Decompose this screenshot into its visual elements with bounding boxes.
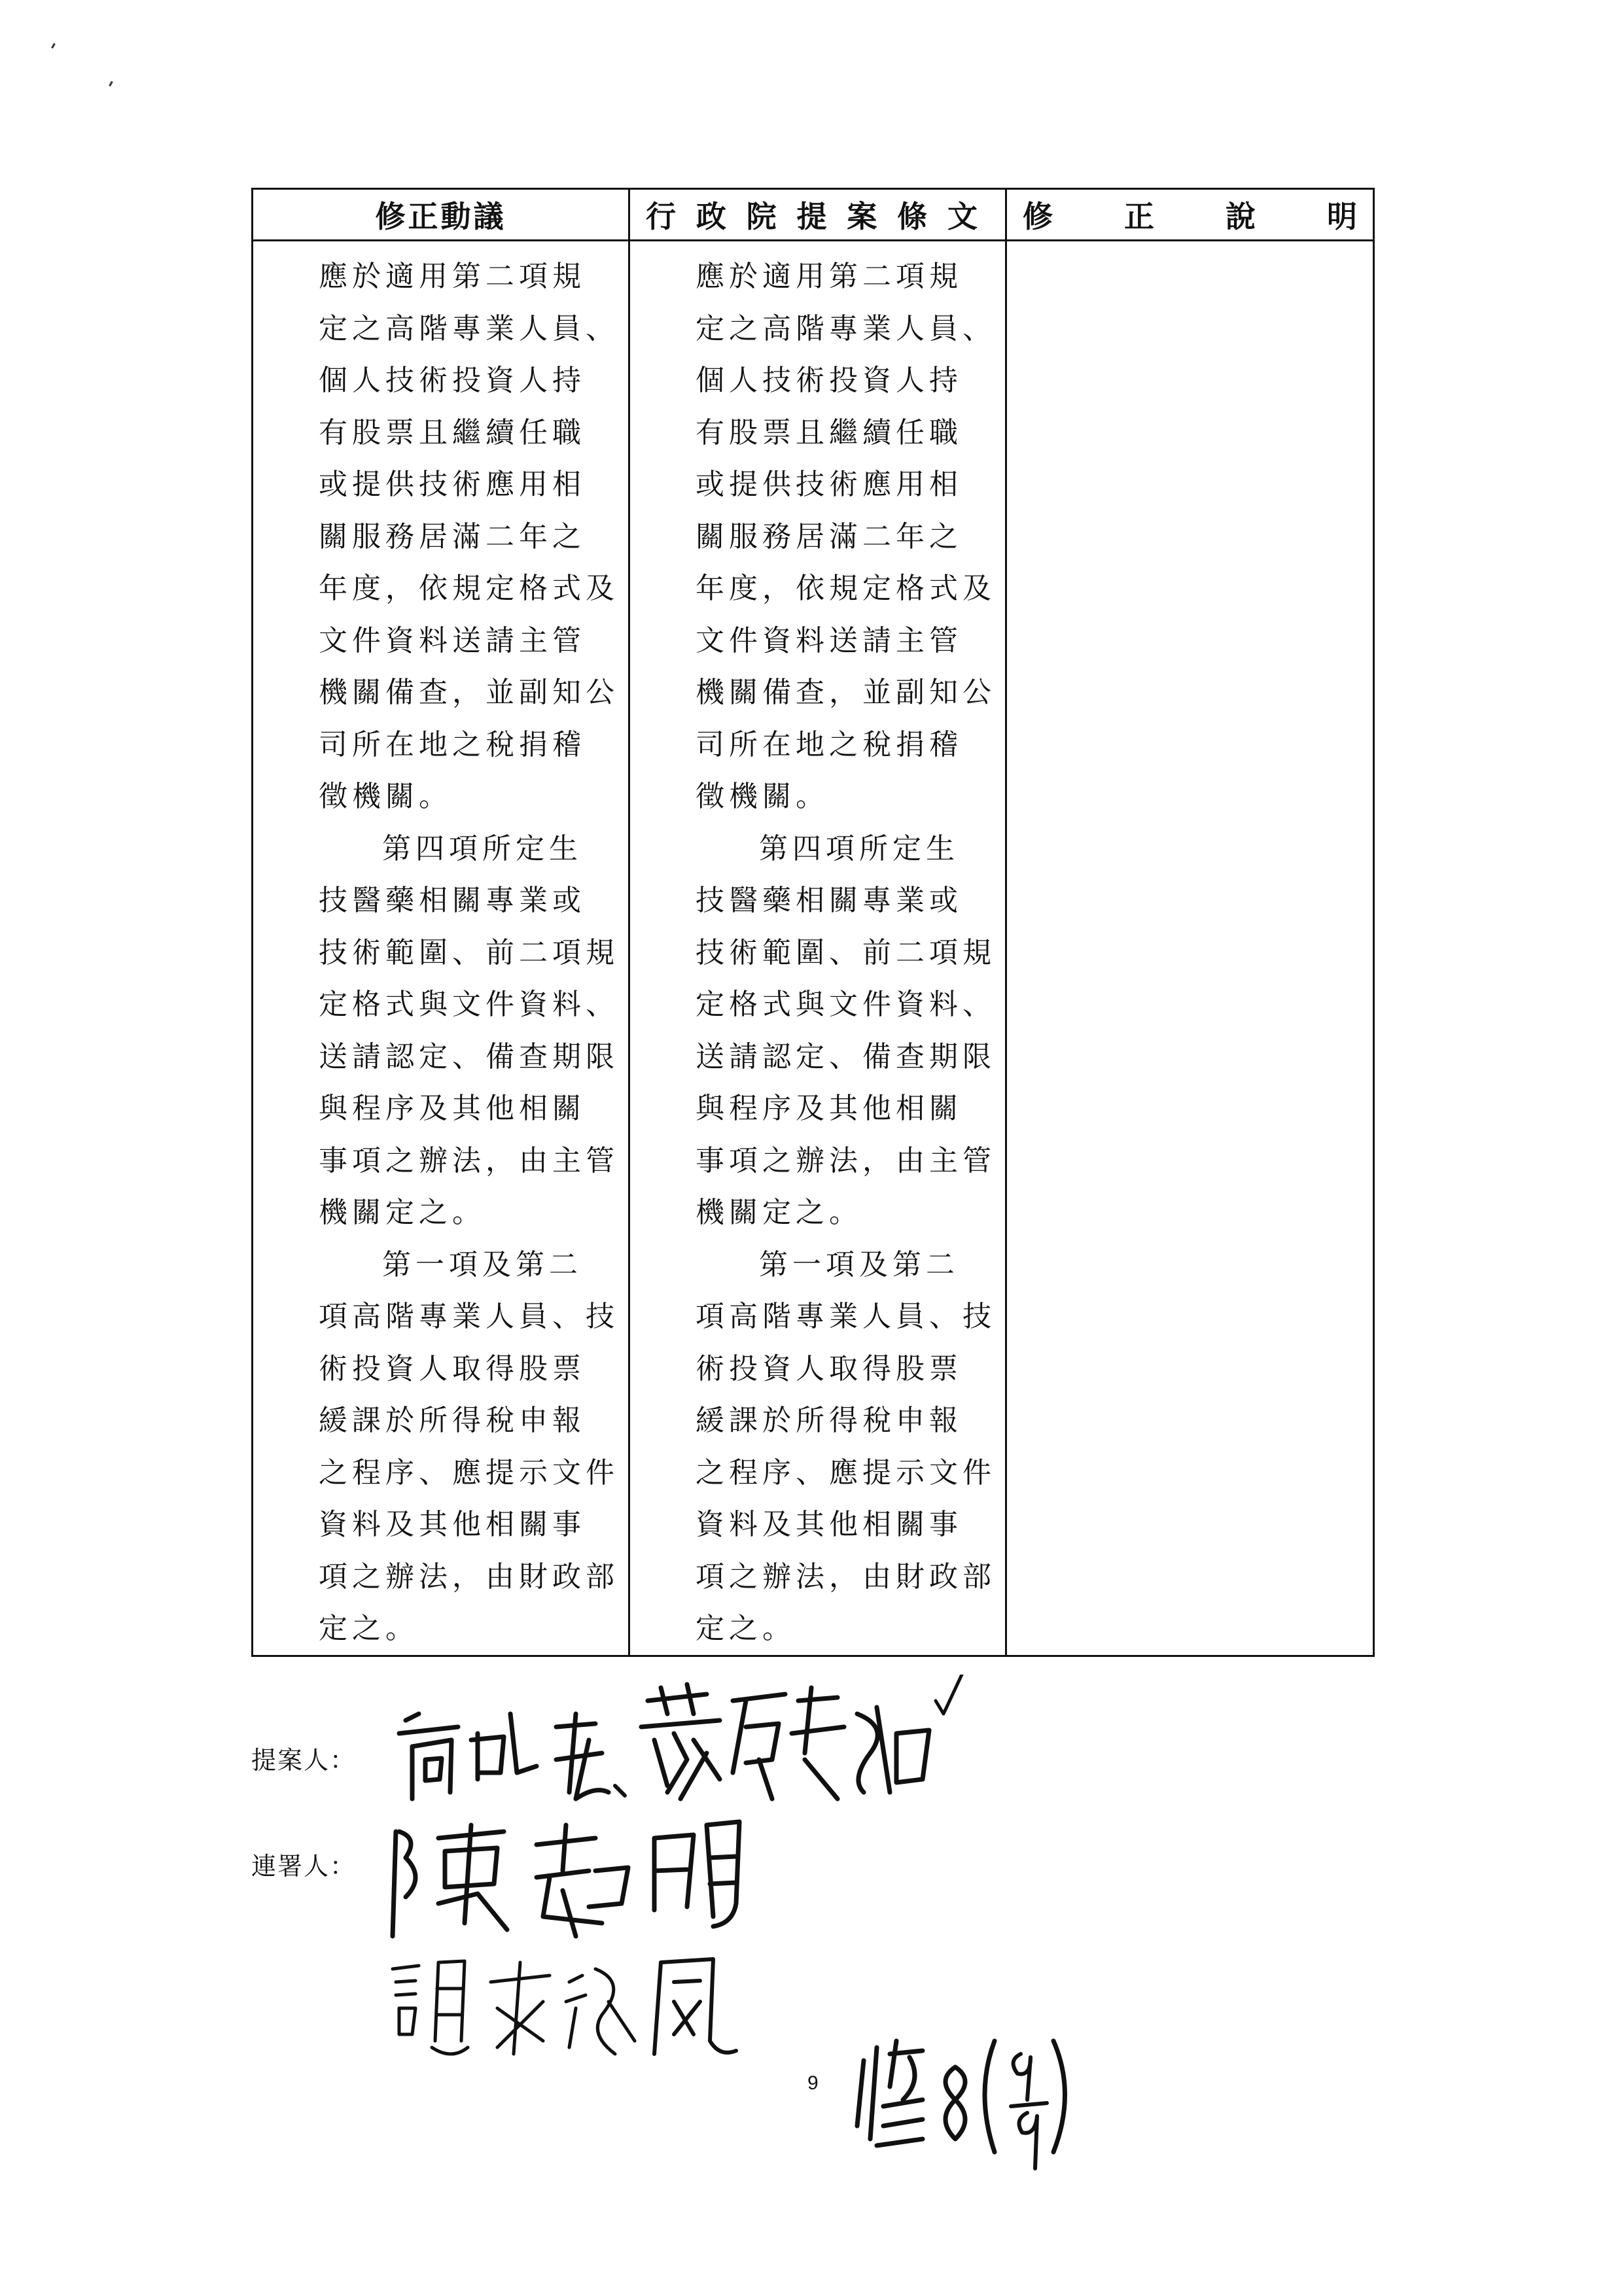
- executive-line: 技醫藥相關專業或: [696, 884, 962, 917]
- executive-line: 定之高階專業人員、: [696, 311, 996, 345]
- table-header-row: [253, 189, 1374, 241]
- executive-line: 技術範圍、前二項規: [696, 935, 996, 969]
- page-number: 9: [807, 2072, 819, 2094]
- explanation-column: [1006, 241, 1374, 1656]
- executive-line: 項高階專業人員、技: [696, 1300, 996, 1333]
- executive-line: 定之。: [696, 1612, 796, 1645]
- amendment-line: 與程序及其他相關: [319, 1092, 586, 1125]
- comparison-table: [251, 188, 1375, 1657]
- executive-line: 事項之辦法，由主管: [696, 1143, 996, 1177]
- executive-line: 術投資人取得股票: [696, 1351, 962, 1385]
- amendment-line: 術投資人取得股票: [319, 1351, 586, 1385]
- header-explanation-char: 修: [1023, 199, 1053, 234]
- executive-line: 與程序及其他相關: [696, 1092, 962, 1125]
- header-executive-text: [629, 189, 1006, 241]
- amendment-line: 個人技術投資人持: [319, 364, 586, 397]
- header-executive-char: 行: [646, 199, 688, 234]
- header-executive-char: 案: [847, 199, 889, 234]
- executive-line: 個人技術投資人持: [696, 364, 962, 397]
- amendment-line: 司所在地之稅捐稽: [319, 727, 586, 761]
- amendment-line: 技術範圍、前二項規: [319, 935, 619, 969]
- amendment-line: 關服務居滿二年之: [319, 519, 586, 553]
- executive-line: 機關備查，並副知公: [696, 676, 996, 709]
- header-executive-char: 文: [947, 199, 989, 234]
- header-explanation: [1006, 189, 1374, 241]
- executive-column: [629, 241, 1006, 1656]
- amendment-line: 定之。: [319, 1612, 419, 1645]
- executive-line: 年度，依規定格式及: [696, 572, 996, 605]
- amendment-column: [253, 241, 629, 1656]
- header-executive-char: 提: [796, 199, 839, 234]
- scan-mark: [51, 43, 56, 48]
- amendment-line: 定格式與文件資料、: [319, 988, 619, 1021]
- header-explanation-char: 正: [1124, 199, 1154, 234]
- header-executive-chars: [630, 193, 1005, 236]
- amendment-text: [253, 241, 628, 1655]
- executive-line: 文件資料送請主管: [696, 623, 962, 657]
- header-amendment: 修正動議: [253, 189, 629, 241]
- executive-line: 第一項及第二: [759, 1247, 959, 1281]
- amendment-line: 文件資料送請主管: [319, 623, 586, 657]
- amendment-line: 徵機關。: [319, 780, 452, 813]
- cosigner-label: 連署人：: [251, 1852, 357, 1881]
- amendment-line: 第四項所定生: [382, 831, 582, 865]
- executive-line: 第四項所定生: [759, 831, 959, 865]
- header-explanation-char: 說: [1226, 199, 1256, 234]
- amendment-line: 技醫藥相關專業或: [319, 884, 586, 917]
- cosigner-signature-1: [380, 1812, 746, 1943]
- amendment-line: 應於適用第二項規: [319, 260, 586, 293]
- executive-line: 資料及其他相關事: [696, 1508, 962, 1541]
- executive-line: 定格式與文件資料、: [696, 988, 996, 1021]
- amendment-line: 之程序、應提示文件: [319, 1455, 619, 1489]
- amendment-line: 項之辦法，由財政部: [319, 1559, 619, 1593]
- executive-line: 應於適用第二項規: [696, 260, 962, 293]
- amendment-line: 事項之辦法，由主管: [319, 1143, 619, 1177]
- executive-line: 有股票且繼續任職: [696, 415, 962, 449]
- header-executive-char: 院: [746, 199, 788, 234]
- scan-mark: [109, 81, 113, 86]
- cosigner-signature-2: [380, 1943, 746, 2074]
- amendment-line: 定之高階專業人員、: [319, 311, 619, 345]
- amendment-line: 有股票且繼續任職: [319, 415, 586, 449]
- amendment-line: 年度，依規定格式及: [319, 572, 619, 605]
- explanation-text: [1007, 241, 1373, 251]
- executive-line: 關服務居滿二年之: [696, 519, 962, 553]
- executive-line: 司所在地之稅捐稽: [696, 727, 962, 761]
- proposer-signature: [380, 1675, 968, 1805]
- header-executive-char: 政: [696, 199, 738, 234]
- executive-line: 緩課於所得稅申報: [696, 1404, 962, 1437]
- table-body-row: [253, 241, 1374, 1656]
- amendment-line: 第一項及第二: [382, 1247, 582, 1281]
- handwritten-page-mark: [851, 2028, 1086, 2178]
- executive-line: 項之辦法，由財政部: [696, 1559, 996, 1593]
- amendment-line: 項高階專業人員、技: [319, 1300, 619, 1333]
- executive-line: 之程序、應提示文件: [696, 1455, 996, 1489]
- amendment-line: 機關定之。: [319, 1196, 485, 1229]
- header-explanation-char: 明: [1327, 199, 1357, 234]
- executive-line: 送請認定、備查期限: [696, 1039, 996, 1073]
- amendment-line: 送請認定、備查期限: [319, 1039, 619, 1073]
- executive-text: [630, 241, 1005, 1655]
- amendment-line: 或提供技術應用相: [319, 468, 586, 501]
- executive-line: 機關定之。: [696, 1196, 862, 1229]
- header-executive-char: 條: [897, 199, 940, 234]
- executive-line: 徵機關。: [696, 780, 829, 813]
- amendment-line: 機關備查，並副知公: [319, 676, 619, 709]
- executive-line: 或提供技術應用相: [696, 468, 962, 501]
- header-explanation-chars: [1007, 193, 1373, 236]
- proposer-label: 提案人：: [251, 1746, 357, 1775]
- amendment-line: 資料及其他相關事: [319, 1508, 586, 1541]
- amendment-line: 緩課於所得稅申報: [319, 1404, 586, 1437]
